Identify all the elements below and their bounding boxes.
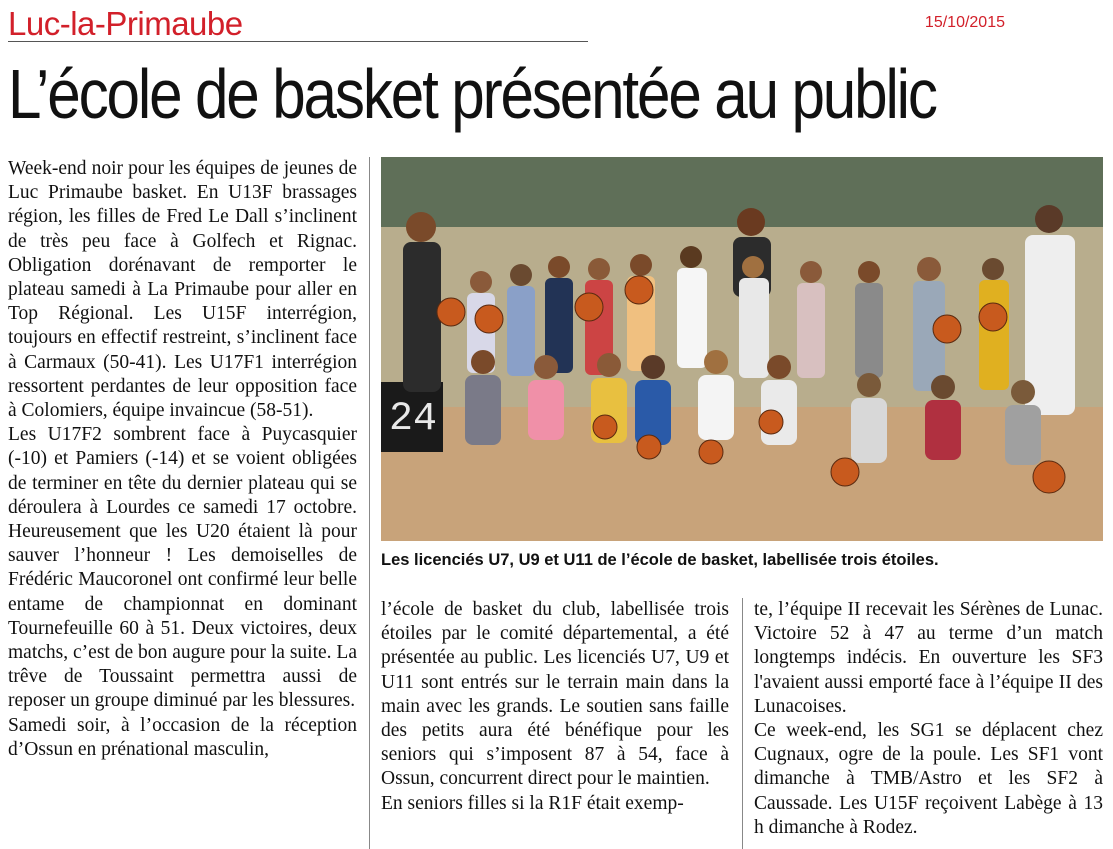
article-headline: L’école de basket présentée au public bbox=[8, 55, 936, 133]
column-divider bbox=[742, 598, 743, 849]
article-photo bbox=[381, 157, 1103, 541]
svg-text:24: 24 bbox=[389, 397, 438, 442]
paragraph: l’école de basket du club, labellisée trois étoiles par le comité départemental, a été présentée au public. Les licenciés U7, U9 et U11 sont entrés sur le terrain main dans la main avec les grands. Le soutien sans faille des petits aura été bénéfique pour les seniors qui s’imposent 87 à 54, face à Ossun, concurrent direct pour le maintien. bbox=[381, 599, 729, 790]
article-column-2 bbox=[381, 598, 729, 849]
column-divider bbox=[369, 157, 370, 849]
article-column-1 bbox=[8, 157, 357, 849]
rubric-underline bbox=[8, 41, 588, 42]
paragraph: Les U17F2 sombrent face à Puycasquier (-10) et Pamiers (-14) et se voient obligées de terminer en tête du dernier plateau qui se déroulera à Lourdes ce samedi 17 octobre. Heureusement que les U20 étaient là pour sauver l’honneur ! Les demoiselles de Frédéric Maucoronel ont confirmé leur belle entame de championnat en dominant Tournefeuille 60 à 51. Deux victoires, deux matchs, c’est de bon augure pour la suite. La trêve de Toussaint permettra aussi de reposer un groupe diminué par les blessures. bbox=[8, 424, 357, 712]
paragraph: Week-end noir pour les équipes de jeunes de Luc Primaube basket. En U13F brassages région, les filles de Fred Le Dall s’inclinent de très peu face à Golfech et Rignac. Obligation dorénavant de remporter le plateau samedi à La Primaube pour aller en Top Régional. Les U15F interrégion, toujours en effectif restreint, s’inclinent face à Carmaux (50-41). Les U17F1 interrégion ressortent perdantes de leur opposition face à Colomiers, équipe invaincue (58-51). bbox=[8, 158, 357, 422]
paragraph: Ce week-end, les SG1 se déplacent chez Cugnaux, ogre de la poule. Les SF1 vont dimanche à TMB/Astro et les SF2 à Caussade. Les U15F reçoivent Labège à 13 h dimanche à Rodez. bbox=[754, 720, 1103, 838]
paragraph: Samedi soir, à l’occasion de la réception d’Ossun en prénational masculin, bbox=[8, 714, 357, 760]
photo-caption: Les licenciés U7, U9 et U11 de l’école de basket, labellisée trois étoiles. bbox=[381, 551, 939, 569]
publication-date: 15/10/2015 bbox=[924, 14, 1005, 31]
paragraph: En seniors filles si la R1F était exemp- bbox=[381, 792, 684, 814]
paragraph: te, l’équipe II recevait les Sérènes de Lunac. Victoire 52 à 47 au terme d’un match longtemps indécis. En ouverture les SF3 l'avaient aussi emporté face à l’équipe II des Lunacoises. bbox=[754, 599, 1103, 717]
section-rubric: Luc-la-Primaube bbox=[8, 5, 243, 42]
scoreboard bbox=[381, 382, 443, 452]
article-column-3 bbox=[754, 598, 1103, 849]
photo-illustration bbox=[381, 157, 1103, 541]
